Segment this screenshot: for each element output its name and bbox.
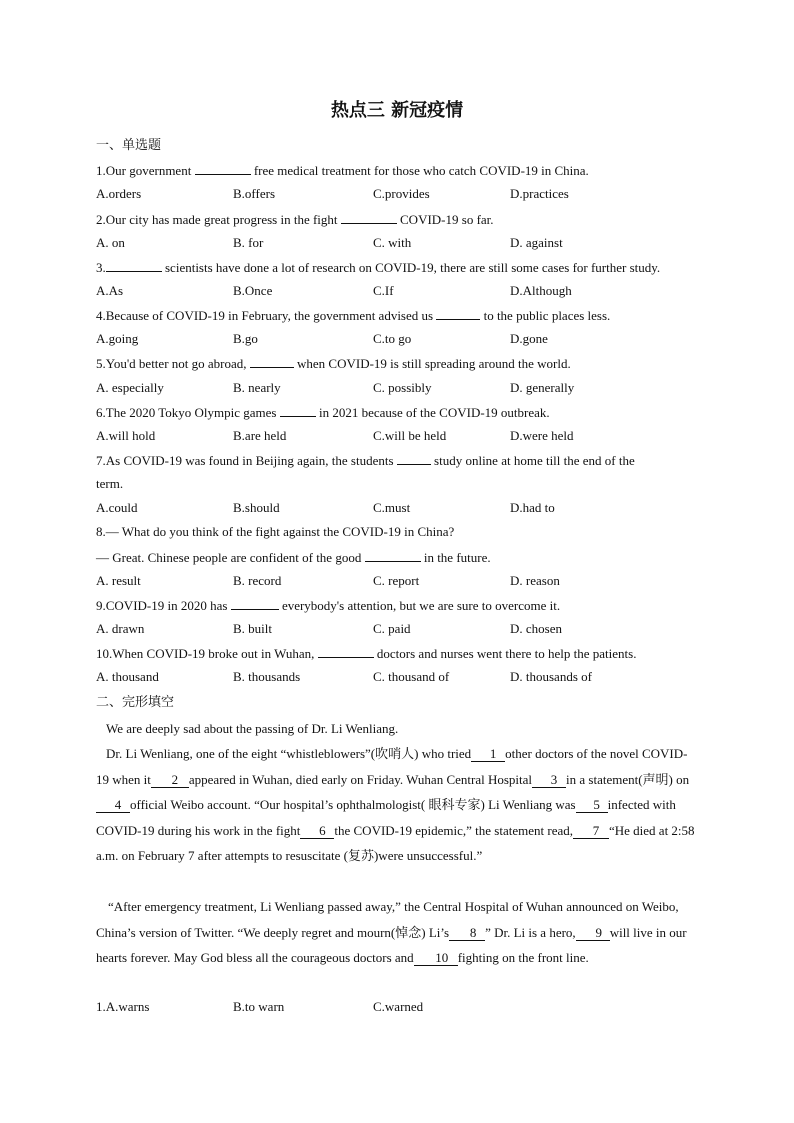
- passage-text: ” Dr. Li is a hero,: [485, 924, 576, 940]
- option-a: A. especially: [96, 380, 164, 395]
- question-text: 3.: [96, 260, 106, 275]
- passage-intro: We are deeply sad about the passing of Dr. Li Wenliang.: [106, 721, 399, 736]
- option-b: B.offers: [233, 186, 276, 201]
- option-a: A.could: [96, 500, 138, 515]
- passage-text: “After emergency treatment, Li Wenliang passed away,” the Central Hospital of Wuhan announced on Weibo, China’s version of Twitter. “We deeply regret and mourn(悼念) Li’s: [96, 899, 679, 940]
- question-6: [96, 404, 550, 421]
- cloze-option-a: 1.A.warns: [96, 999, 150, 1014]
- question-3: [96, 259, 660, 276]
- passage-text: fighting on the front line.: [457, 950, 589, 965]
- option-d: D. chosen: [510, 621, 562, 636]
- answer-blank: [250, 355, 294, 368]
- question-7-continued: term.: [96, 476, 124, 491]
- cloze-blank-2: 2: [151, 773, 189, 788]
- option-b: B.go: [233, 331, 258, 346]
- option-b: B. thousands: [233, 669, 301, 684]
- option-d: D. against: [510, 235, 563, 250]
- answer-blank: [341, 211, 397, 224]
- option-c: C.to go: [373, 331, 412, 346]
- question-text: everybody's attention, but we are sure to overcome it.: [278, 598, 561, 613]
- question-text: 6.The 2020 Tokyo Olympic games: [96, 405, 280, 420]
- cloze-blank-7: 7: [573, 824, 609, 839]
- cloze-blank-5: 5: [576, 798, 608, 813]
- page-title: 热点三 新冠疫情: [330, 100, 464, 121]
- passage-paragraph-2: [96, 894, 696, 971]
- option-a: A. on: [96, 235, 125, 250]
- question-text: free medical treatment for those who catch COVID-19 in China.: [250, 163, 589, 178]
- passage-text: appeared in Wuhan, died early on Friday. Wuhan Central Hospital: [188, 771, 533, 787]
- option-a: A.going: [96, 331, 139, 346]
- cloze-blank-4: 4: [96, 798, 130, 813]
- option-d: D.Although: [510, 283, 572, 298]
- option-c: C.will be held: [373, 428, 447, 443]
- answer-blank: [195, 162, 251, 175]
- option-d: D. generally: [510, 380, 575, 395]
- option-c: C. possibly: [373, 380, 432, 395]
- question-text: — Great. Chinese people are confident of the good: [96, 550, 365, 565]
- question-text: in 2021 because of the COVID-19 outbreak.: [315, 405, 550, 420]
- cloze-blank-8: 8: [449, 926, 485, 941]
- passage-text: will live in our hearts forever. May God bless all the courageous doctors and: [96, 924, 687, 965]
- option-c: C.provides: [373, 186, 430, 201]
- passage-text: “He died at 2:58 a.m. on February 7 after attempts to resuscitate (复苏)were unsuccessful.”: [96, 822, 695, 863]
- option-b: B.Once: [233, 283, 273, 298]
- option-d: D.practices: [510, 186, 569, 201]
- option-a: A. drawn: [96, 621, 145, 636]
- section-heading-choice: 一、单选题: [96, 138, 162, 153]
- option-d: D. thousands of: [510, 669, 592, 684]
- option-a: A.will hold: [96, 428, 156, 443]
- option-b: B. record: [233, 573, 282, 588]
- question-text: 10.When COVID-19 broke out in Wuhan,: [96, 646, 318, 661]
- passage-text: infected with COVID-19 during his work in the fight: [96, 797, 676, 838]
- option-a: A.orders: [96, 186, 142, 201]
- answer-blank: [318, 645, 374, 658]
- passage-paragraph-1: [96, 741, 696, 869]
- cloze-blank-9: 9: [576, 926, 610, 941]
- question-10: [96, 645, 636, 662]
- option-c: C. thousand of: [373, 669, 450, 684]
- passage-text: other doctors of the novel COVID-19 when it: [96, 746, 688, 787]
- option-b: B.are held: [233, 428, 287, 443]
- option-c: C.must: [373, 500, 411, 515]
- question-text: when COVID-19 is still spreading around the world.: [293, 356, 571, 371]
- question-text: 1.Our government: [96, 163, 195, 178]
- cloze-option-b: B.to warn: [233, 999, 285, 1014]
- answer-blank: [365, 549, 421, 562]
- passage-text: official Weibo account. “Our hospital’s ophthalmologist( 眼科专家) Li Wenliang was: [130, 797, 576, 812]
- answer-blank: [231, 597, 279, 610]
- option-c: C.If: [373, 283, 394, 298]
- option-d: D.were held: [510, 428, 574, 443]
- option-a: A.As: [96, 283, 124, 298]
- question-2: [96, 211, 494, 228]
- cloze-blank-3: 3: [532, 773, 566, 788]
- cloze-blank-1: 1: [471, 747, 505, 762]
- question-8-reply: [96, 549, 491, 566]
- question-text: doctors and nurses went there to help the patients.: [373, 646, 637, 661]
- option-d: D.had to: [510, 500, 555, 515]
- passage-text: the COVID-19 epidemic,” the statement read,: [334, 822, 573, 838]
- section-heading-cloze: 二、完形填空: [96, 695, 175, 710]
- option-a: A. result: [96, 573, 141, 588]
- answer-blank: [397, 452, 431, 465]
- answer-blank: [106, 259, 162, 272]
- option-c: C. paid: [373, 621, 411, 636]
- question-9: [96, 597, 560, 614]
- question-text: study online at home till the end of the: [430, 453, 635, 468]
- option-b: B.should: [233, 500, 280, 515]
- option-c: C. report: [373, 573, 420, 588]
- option-d: D.gone: [510, 331, 548, 346]
- question-text: 2.Our city has made great progress in the fight: [96, 212, 341, 227]
- question-text: 7.As COVID-19 was found in Beijing again, the students: [96, 453, 397, 468]
- answer-blank: [280, 404, 316, 417]
- question-text: 5.You'd better not go abroad,: [96, 356, 250, 371]
- question-text: 9.COVID-19 in 2020 has: [96, 598, 231, 613]
- question-7: [96, 452, 635, 469]
- cloze-blank-6: 6: [300, 824, 334, 839]
- question-text: 4.Because of COVID-19 in February, the government advised us: [96, 308, 437, 323]
- question-text: COVID-19 so far.: [396, 212, 494, 227]
- question-text: to the public places less.: [480, 308, 611, 323]
- question-4: [96, 307, 610, 324]
- answer-blank: [436, 307, 480, 320]
- question-5: [96, 355, 571, 372]
- question-text: scientists have done a lot of research on COVID-19, there are still some cases for further study.: [161, 260, 661, 275]
- option-b: B. built: [233, 621, 273, 636]
- passage-text: in a statement(声明) on: [566, 771, 690, 787]
- cloze-option-c: C.warned: [373, 999, 424, 1014]
- question-1: [96, 162, 589, 179]
- question-8: 8.— What do you think of the fight against the COVID-19 in China?: [96, 524, 455, 539]
- option-a: A. thousand: [96, 669, 159, 684]
- passage-text: Dr. Li Wenliang, one of the eight “whistleblowers”(吹哨人) who tried: [106, 746, 472, 761]
- question-text: in the future.: [420, 550, 491, 565]
- option-c: C. with: [373, 235, 412, 250]
- option-b: B. nearly: [233, 380, 281, 395]
- option-b: B. for: [233, 235, 264, 250]
- cloze-blank-10: 10: [414, 951, 458, 966]
- option-d: D. reason: [510, 573, 560, 588]
